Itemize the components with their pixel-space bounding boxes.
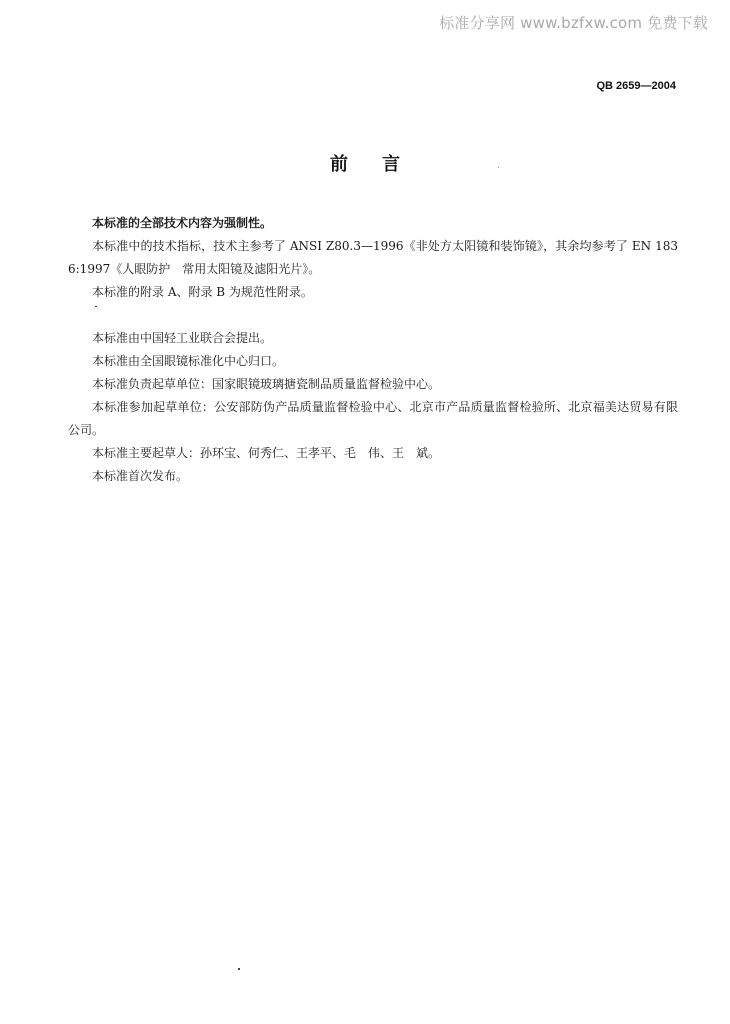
paragraph-participating-drafters: 本标准参加起草单位：公安部防伪产品质量监督检验中心、北京市产品质量监督检验所、北京福美达贸易有限公司。 xyxy=(68,400,678,437)
foreword-body xyxy=(68,212,678,488)
scan-speck xyxy=(498,167,499,168)
paragraph-mandatory: 本标准的全部技术内容为强制性。 xyxy=(92,216,273,230)
standard-code: QB 2659—2004 xyxy=(596,80,676,92)
paragraph-centralized-by: 本标准由全国眼镜标准化中心归口。 xyxy=(92,354,285,368)
watermark: 标准分享网 www.bzfxw.com 免费下载 xyxy=(439,14,708,32)
paragraph-proposer: 本标准由中国轻工业联合会提出。 xyxy=(92,331,273,345)
paragraph-annexes: 本标准的附录 A、附录 B 为规范性附录。 xyxy=(92,285,313,299)
paragraph-drafters: 本标准主要起草人：孙环宝、何秀仁、王孝平、毛 伟、王 斌。 xyxy=(92,446,441,460)
scan-speck xyxy=(95,306,97,307)
paragraph-technical-references: 本标准中的技术指标，技术主参考了 ANSI Z80.3—1996《非处方太阳镜和装饰镜》，其余均参考了 EN 1836:1997《人眼防护 常用太阳镜及滤阳光片》。 xyxy=(68,239,678,276)
page-title: 前言 xyxy=(330,154,434,175)
paragraph-first-release: 本标准首次发布。 xyxy=(92,469,189,483)
paragraph-gap xyxy=(68,304,678,327)
scan-speck xyxy=(238,968,240,970)
paragraph-main-drafter: 本标准负责起草单位：国家眼镜玻璃搪瓷制品质量监督检验中心。 xyxy=(92,377,441,391)
